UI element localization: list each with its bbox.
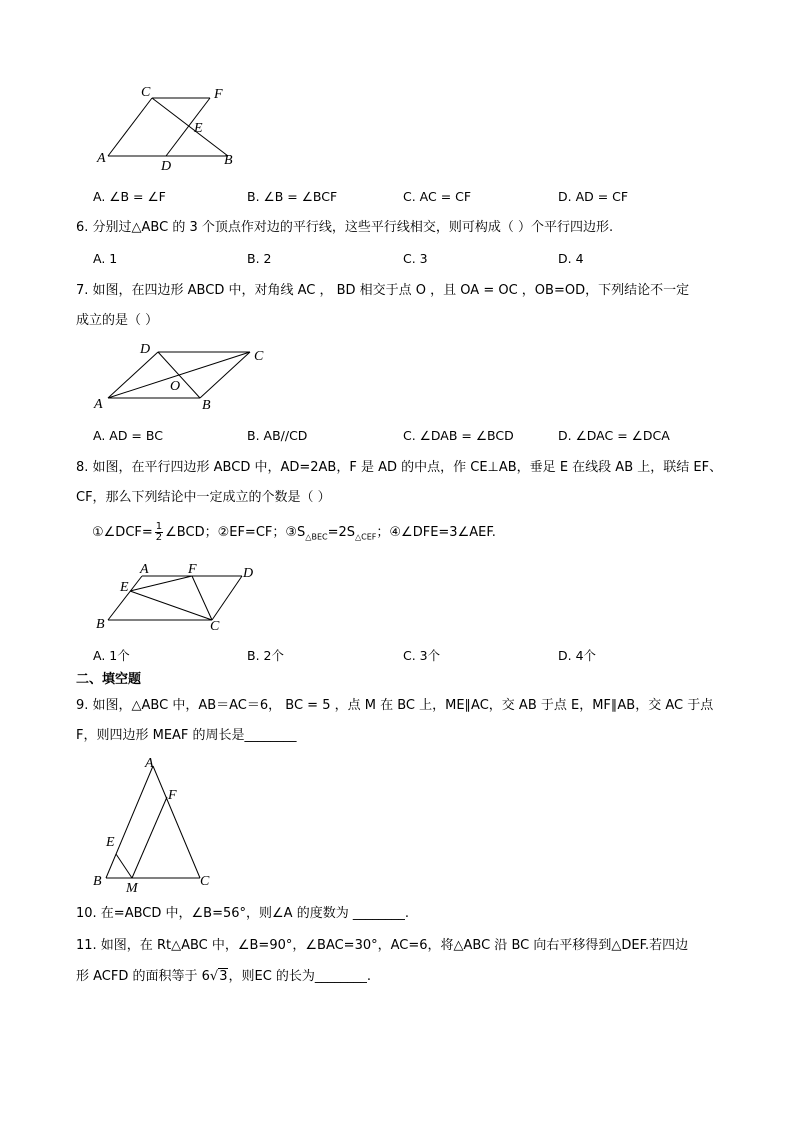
- q8-frac-num: 1: [155, 521, 163, 532]
- q8-conclusion-4: ；④∠DFE=3∠AEF.: [376, 525, 496, 540]
- q8-fraction: [155, 522, 163, 543]
- q9-figure: [88, 752, 218, 894]
- label-B: B: [93, 874, 102, 889]
- q8-option-b: B. 2个: [247, 648, 284, 663]
- q7-figure: [88, 338, 278, 416]
- q7-option-b: B. AB//CD: [247, 428, 308, 443]
- q6-option-c: C. 3: [403, 251, 428, 266]
- q8-frac-den: 2: [155, 532, 163, 543]
- label-F: F: [188, 562, 197, 577]
- label-A: A: [97, 151, 106, 166]
- q6-option-a: A. 1: [93, 251, 118, 266]
- label-O: O: [170, 379, 181, 394]
- label-F: F: [168, 788, 177, 803]
- q11-stem-line1: 11. 如图，在 Rt△ABC 中，∠B=90°，∠BAC=30°，AC=6，将△ABC 沿 BC 向右平移得到△DEF.若四边: [76, 938, 689, 953]
- sqrt-sign: √: [209, 969, 219, 984]
- q7-option-c: C. ∠DAB = ∠BCD: [403, 428, 514, 443]
- q5-option-a: A. ∠B = ∠F: [93, 189, 166, 204]
- q9-stem-line2: F，则四边形 MEAF 的周长是________: [76, 728, 297, 743]
- q7-option-d: D. ∠DAC = ∠DCA: [558, 428, 670, 443]
- q11-stem-prefix: 形 ACFD 的面积等于 6: [76, 969, 210, 984]
- q8-stem-line2: CF，那么下列结论中一定成立的个数是（ ）: [76, 490, 331, 505]
- label-E: E: [106, 835, 115, 850]
- section-heading: 二、填空题: [76, 672, 142, 687]
- label-M: M: [126, 881, 138, 894]
- q8-conclusion-mid: =2S: [327, 525, 355, 540]
- label-F: F: [214, 87, 223, 102]
- q6-option-d: D. 4: [558, 251, 584, 266]
- q7-stem-line1: 7. 如图，在四边形 ABCD 中，对角线 AC ， BD 相交于点 O ，且 OA = OC ，OB=OD，下列结论不一定: [76, 283, 690, 298]
- q11-sqrt-arg: 3: [219, 969, 228, 984]
- label-A: A: [145, 756, 154, 771]
- q8-option-c: C. 3个: [403, 648, 441, 663]
- q6-stem: 6. 分别过△ABC 的 3 个顶点作对边的平行线，这些平行线相交，则可构成（ ）个平行四边形.: [76, 220, 614, 235]
- q8-option-a: A. 1个: [93, 648, 130, 663]
- label-D: D: [161, 159, 172, 174]
- q5-option-c: C. AC = CF: [403, 189, 472, 204]
- q11-stem-suffix: ，则EC 的长为________.: [228, 969, 372, 984]
- label-C: C: [200, 874, 210, 889]
- label-E: E: [194, 121, 203, 136]
- q7-stem-line2: 成立的是（ ）: [76, 313, 159, 328]
- q9-stem-line1: 9. 如图，△ABC 中，AB＝AC＝6， BC = 5 ，点 M 在 BC 上，ME∥AC，交 AB 于点 E，MF∥AB，交 AC 于点: [76, 698, 714, 713]
- q8-option-d: D. 4个: [558, 648, 597, 663]
- label-C: C: [254, 349, 264, 364]
- label-C: C: [210, 619, 220, 634]
- label-B: B: [202, 398, 211, 413]
- q8-sub-bec: △BEC: [305, 532, 328, 542]
- q10-stem: 10. 在=ABCD 中，∠B=56°，则∠A 的度数为 ________.: [76, 906, 409, 921]
- label-D: D: [243, 566, 254, 581]
- label-D: D: [140, 342, 151, 357]
- q8-conclusions: [92, 522, 496, 546]
- q5-option-d: D. AD = CF: [558, 189, 629, 204]
- q8-stem-line1: 8. 如图，在平行四边形 ABCD 中，AD=2AB，F 是 AD 的中点，作 CE⊥AB，垂足 E 在线段 AB 上，联结 EF、: [76, 460, 723, 475]
- label-E: E: [120, 580, 129, 595]
- q11-stem-line2: [76, 968, 371, 985]
- q8-sub-cef: △CEF: [355, 532, 377, 542]
- q5-figure: [90, 80, 250, 175]
- label-B: B: [224, 153, 233, 168]
- q8-figure: [88, 560, 263, 638]
- q6-option-b: B. 2: [247, 251, 272, 266]
- q8-conclusion-1-prefix: ①∠DCF=: [92, 525, 153, 540]
- label-C: C: [141, 85, 151, 100]
- label-B: B: [96, 617, 105, 632]
- label-A: A: [140, 562, 149, 577]
- q8-conclusion-text: ∠BCD；②EF=CF；③S: [165, 525, 306, 540]
- q7-option-a: A. AD = BC: [93, 428, 163, 443]
- q5-option-b: B. ∠B = ∠BCF: [247, 189, 338, 204]
- label-A: A: [94, 397, 103, 412]
